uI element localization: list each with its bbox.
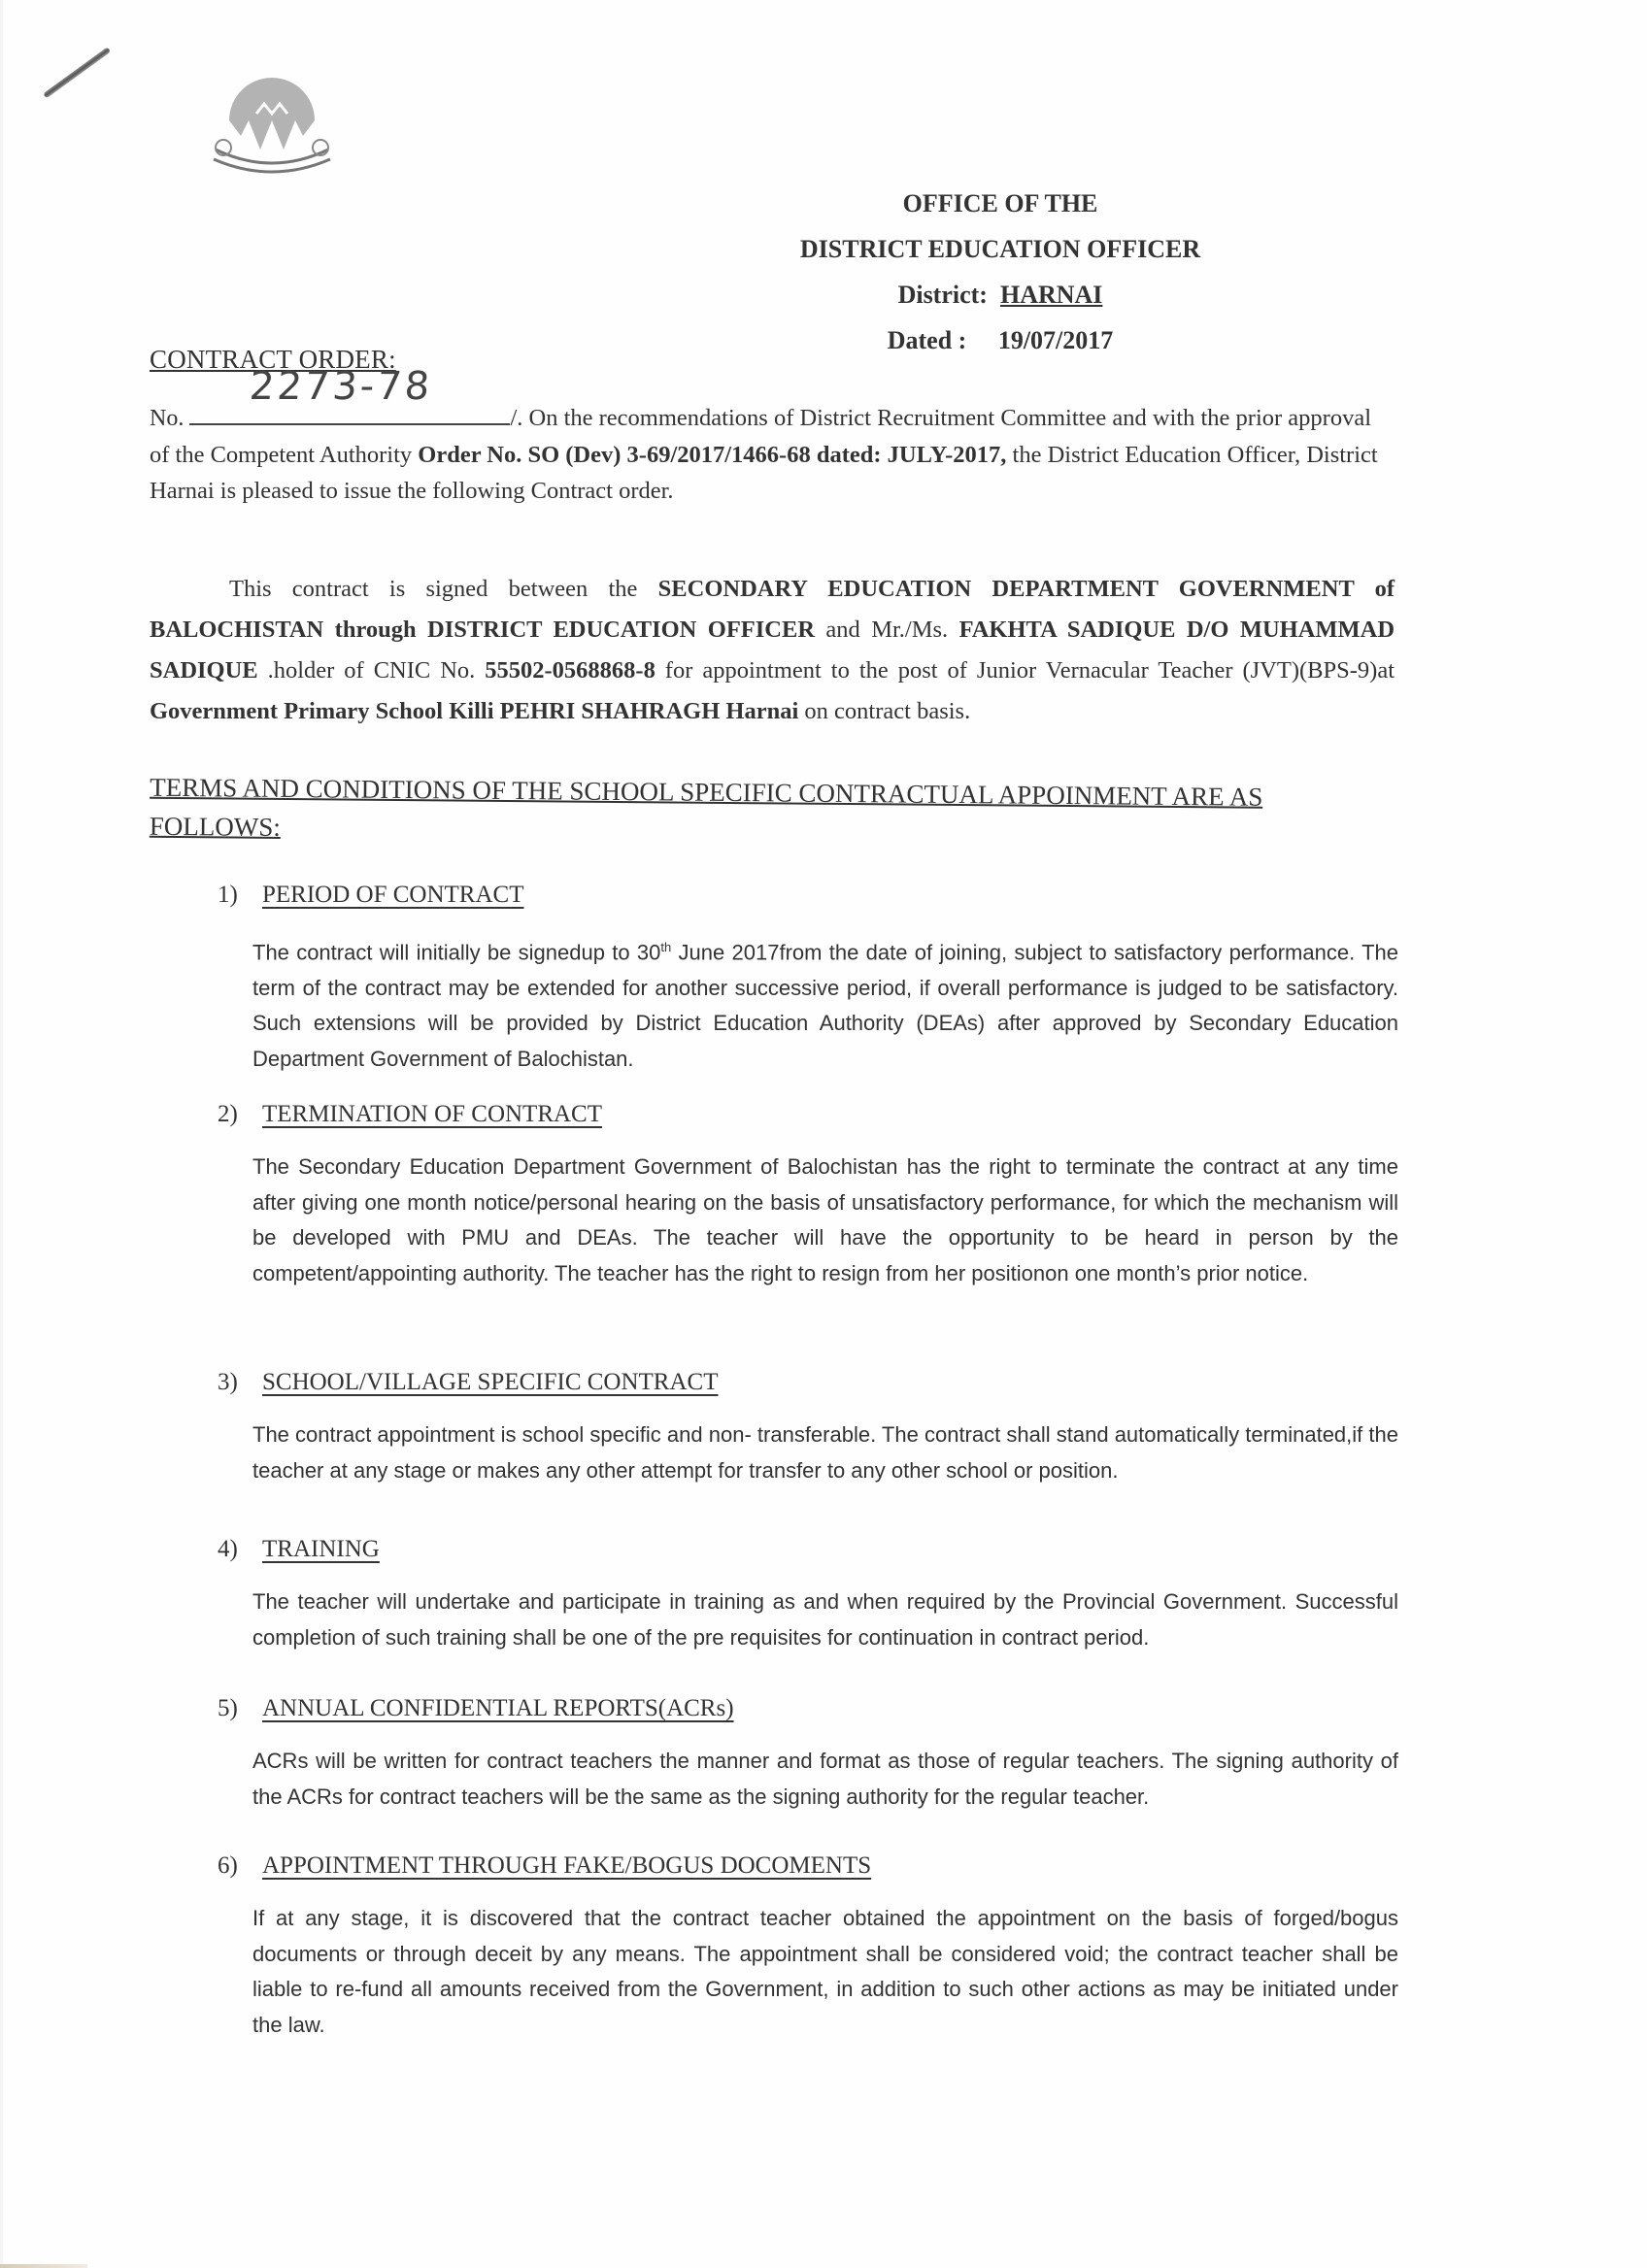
text: for appointment to the post of Junior Vernacular Teacher (JVT)(BPS-9)at bbox=[655, 657, 1395, 684]
section-heading bbox=[218, 882, 1398, 909]
section-heading bbox=[218, 1852, 1398, 1880]
section-body: The contract appointment is school specific and non- transferable. The contract shall stand automatically terminated,if the teacher at any stage or makes any other attempt for transfer to any other school or position. bbox=[252, 1422, 1398, 1483]
term-section-acrs bbox=[218, 1695, 1398, 1815]
school-name: Government Primary School Killi PEHRI SHAHRAGH Harnai bbox=[150, 698, 799, 724]
district-label: District: bbox=[897, 281, 988, 309]
office-line-1: OFFICE OF THE bbox=[902, 189, 1098, 217]
dated-line bbox=[777, 317, 1224, 363]
text: on contract basis. bbox=[798, 698, 971, 724]
district-value: HARNAI bbox=[999, 281, 1103, 309]
term-section-training bbox=[218, 1536, 1398, 1655]
term-section-fake-documents bbox=[218, 1852, 1398, 2043]
department-name: SECONDARY EDUCATION DEPARTMENT GOVERNMENT of BALOCHISTAN through DISTRICT EDUCATION OFFICER bbox=[150, 576, 1395, 643]
section-body: If at any stage, it is discovered that the contract teacher obtained the appointment on the basis of forged/bogus documents or through deceit by any means. The appointment shall be considered void; the contract teacher shall be liable to re-fund all amounts received from the Government, in addition to such other actions as may be initiated under the law. bbox=[252, 1906, 1398, 2037]
authority-order-reference: Order No. SO (Dev) 3-69/2017/1466-68 dated: JULY-2017, bbox=[418, 442, 1007, 468]
cnic-number: 55502-0568868-8 bbox=[485, 657, 655, 684]
section-body: The teacher will undertake and participate in training as and when required by the Provincial Government. Successful completion of such training shall be one of the pre requisites for continuation in contract period. bbox=[252, 1589, 1398, 1650]
intro-text-2: the District Education Officer, District Harnai is pleased to issue the following Contract order. bbox=[150, 442, 1378, 504]
section-number: 1) bbox=[218, 882, 238, 908]
section-title: APPOINTMENT THROUGH FAKE/BOGUS DOCOMENTS bbox=[262, 1852, 872, 1879]
section-title: TERMINATION OF CONTRACT bbox=[262, 1101, 602, 1127]
section-title: PERIOD OF CONTRACT bbox=[262, 882, 524, 908]
section-body: ACRs will be written for contract teachers the manner and format as those of regular teachers. The signing authority of the ACRs for contract teachers will be the same as the signing authority for the regular teacher. bbox=[252, 1749, 1398, 1809]
section-title: TRAINING bbox=[262, 1536, 380, 1562]
section-heading bbox=[218, 1369, 1398, 1396]
contract-order-heading: CONTRACT ORDER: bbox=[150, 345, 396, 374]
section-body bbox=[252, 930, 1398, 1077]
term-section-termination bbox=[218, 1101, 1398, 1291]
dated-label: Dated : bbox=[887, 326, 967, 354]
term-section-school-specific bbox=[218, 1369, 1398, 1488]
section-title: ANNUAL CONFIDENTIAL REPORTS(ACRs) bbox=[262, 1695, 734, 1721]
order-number-field bbox=[189, 364, 510, 425]
term-section-period bbox=[218, 882, 1398, 1077]
intro-text-1: /. On the recommendations of District Recruitment Committee and with the prior approval of the Competent Authority bbox=[150, 405, 1372, 468]
section-number: 3) bbox=[218, 1369, 238, 1395]
dated-value: 19/07/2017 bbox=[997, 326, 1114, 354]
contract-parties-paragraph bbox=[150, 569, 1395, 732]
section-body: The Secondary Education Department Government of Balochistan has the right to terminate the contract at any time after giving one month notice/personal hearing on the basis of unsatisfactory performance, for which the mechanism will be developed with PMU and DEAs. The teacher will have the opportunity to be heard in person by the competent/appointing authority. The teacher has the right to resign from her positionon one month’s prior notice. bbox=[252, 1154, 1398, 1285]
staple-pin-mark bbox=[43, 47, 111, 98]
section-heading bbox=[218, 1695, 1398, 1722]
office-line-2: DISTRICT EDUCATION OFFICER bbox=[799, 235, 1201, 263]
district-line bbox=[777, 272, 1224, 317]
section-number: 6) bbox=[218, 1852, 238, 1879]
government-emblem-logo bbox=[206, 60, 338, 182]
text: .holder of CNIC No. bbox=[257, 657, 486, 684]
section-heading bbox=[218, 1536, 1398, 1563]
scan-edge bbox=[0, 0, 3, 2268]
order-intro-paragraph bbox=[150, 364, 1395, 509]
section-number: 4) bbox=[218, 1536, 238, 1562]
superscript: th bbox=[660, 940, 672, 954]
terms-heading: TERMS AND CONDITIONS OF THE SCHOOL SPECIFIC CONTRACTUAL APPOINMENT ARE AS FOLLOWS: bbox=[149, 772, 1263, 842]
scan-edge bbox=[0, 2264, 87, 2268]
letterhead bbox=[777, 181, 1224, 363]
section-heading bbox=[218, 1101, 1398, 1128]
text: and Mr./Ms. bbox=[815, 617, 959, 643]
order-number-handwritten: 2273-78 bbox=[248, 364, 435, 409]
order-number-label: No. bbox=[150, 406, 185, 431]
text: June 2017from the date of joining, subject to satisfactory performance. The term of the contract may be extended for another successive period, if overall performance is judged to be satisfactory. Such extensions will be provided by District Education Authority (DEAs) after approved by Secondary Education Department Government of Balochistan. bbox=[252, 940, 1398, 1071]
appointee-name: FAKHTA SADIQUE D/O MUHAMMAD SADIQUE bbox=[150, 617, 1395, 684]
text: This contract is signed between the bbox=[229, 576, 658, 602]
text: The contract will initially be signedup to 30 bbox=[252, 940, 661, 965]
section-number: 5) bbox=[218, 1695, 238, 1721]
section-number: 2) bbox=[218, 1101, 238, 1127]
section-title: SCHOOL/VILLAGE SPECIFIC CONTRACT bbox=[262, 1369, 719, 1395]
